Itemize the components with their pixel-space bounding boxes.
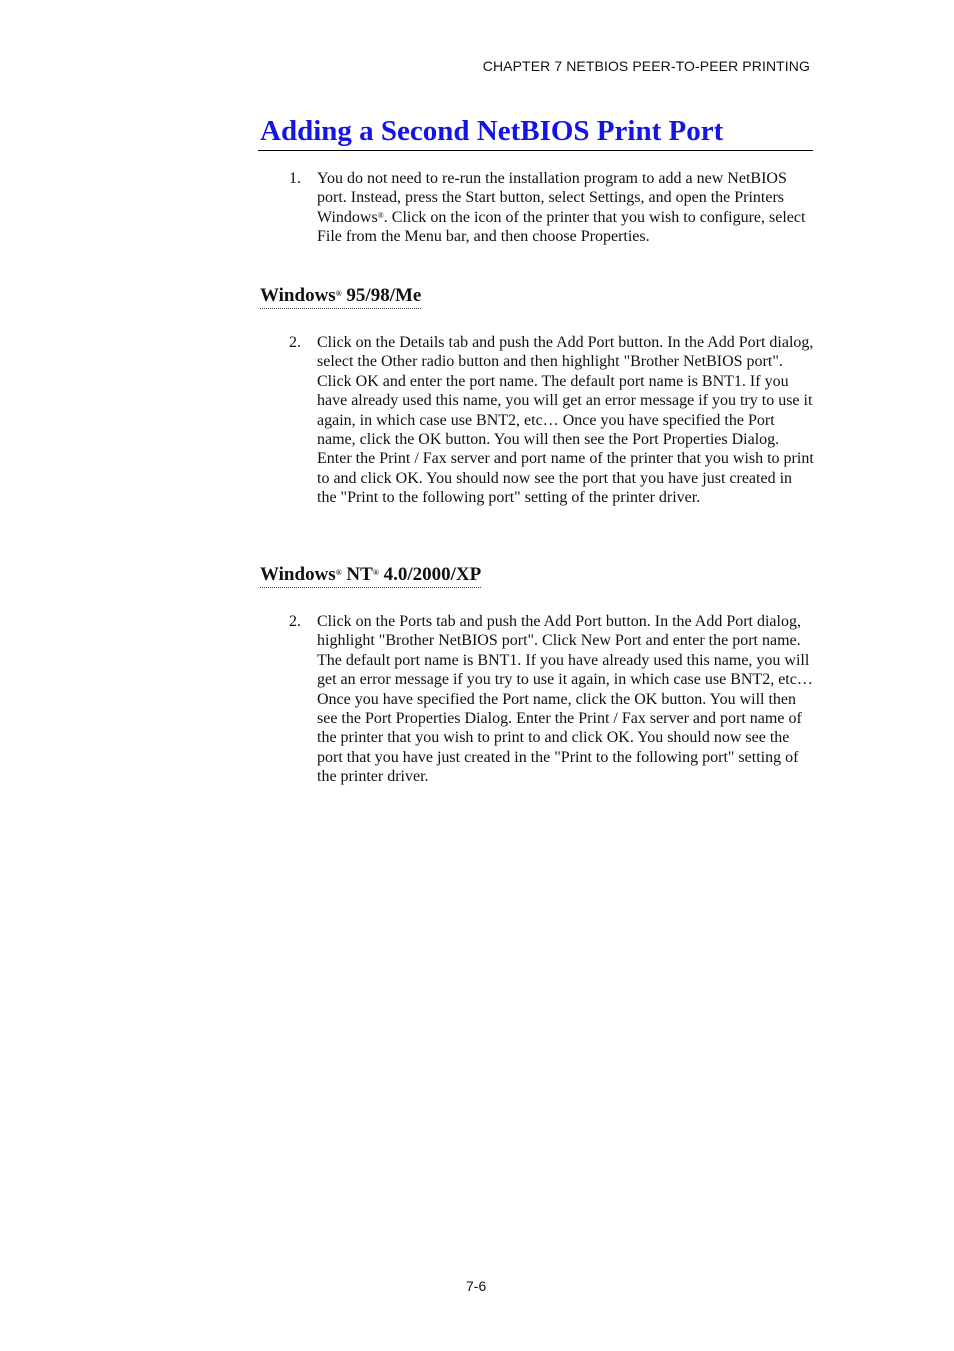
heading-part: 95/98/Me [341,285,422,306]
registered-mark: ® [335,289,342,298]
registered-mark: ® [377,210,384,220]
section-heading-windows-9x [260,285,421,309]
page-title: Adding a Second NetBIOS Print Port [260,115,724,147]
step-text: Click on the Details tab and push the Add Port button. In the Add Port dialog, select the Other radio button and then highlight "Brother NetBIOS port". Click OK and enter the port name. The default port name is BNT1. If you have already used this name, you will get an error message if you try to use it again, in which case use BNT2, etc… Once you have specified the Port name, click the OK button. You will then see the Port Properties Dialog. Enter the Print / Fax server and port name of the printer that you wish to print to and click OK. You should now see the port that you have just created in the "Print to the following port" setting of the printer driver. [317,334,814,507]
step-text: Click on the Ports tab and push the Add Port button. In the Add Port dialog, highlight "Brother NetBIOS port". Click New Port and enter the port name. The default port name is BNT1. If you have already used this name, you will get an error message if you try to use it again, in which case use BNT2, etc… Once you have specified the Port name, click the OK button. You will then see the Port Properties Dialog. Enter the Print / Fax server and port name of the printer that you wish to print to and click OK. You should now see the port that you have just created in the "Print to the following port" setting of the printer driver. [317,613,813,786]
title-rule [258,113,813,151]
step-text-part: You do not need to re-run the installation program to add a new NetBIOS port. Instead, press the Start button, select Settings, and open the Printers Windows [317,170,787,226]
running-head: CHAPTER 7 NETBIOS PEER-TO-PEER PRINTING [482,58,810,74]
step-2-windows-nt [289,612,814,787]
step-text-part: . Click on the icon of the printer that you wish to configure, select File from the Menu bar, and then choose Properties. [317,208,806,246]
step-number: 2. [289,613,301,630]
heading-part: 4.0/2000/XP [378,564,482,585]
page-number: 7-6 [466,1278,487,1294]
registered-mark: ® [372,568,379,577]
heading-part: Windows [260,285,336,306]
step-text [317,169,814,247]
heading-part: NT [341,564,373,585]
step-2-windows-9x [289,333,814,508]
section-heading-windows-nt [260,564,481,588]
step-number: 2. [289,334,301,351]
step-1 [289,169,814,247]
heading-part: Windows [260,564,336,585]
registered-mark: ® [335,568,342,577]
step-number: 1. [289,170,301,187]
